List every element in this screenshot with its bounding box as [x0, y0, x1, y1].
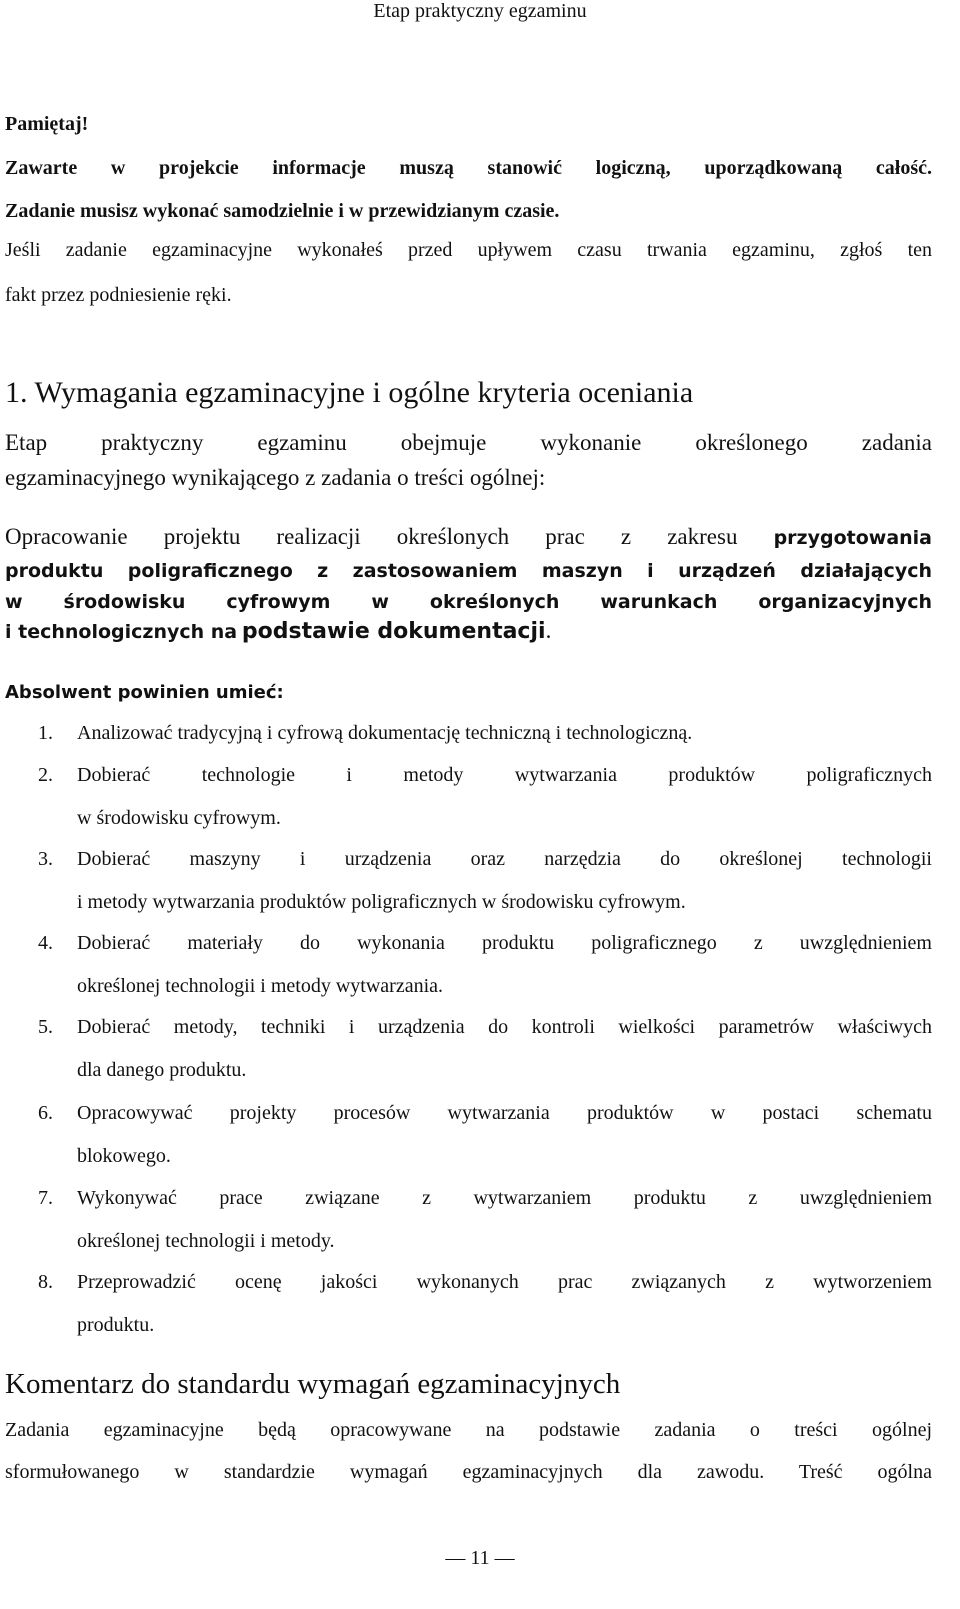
skill-text: Dobierać technologie i metody wytwarzania produktów poligraficznych: [77, 764, 932, 786]
skill-text: Dobierać maszyny i urządzenia oraz narzędzia do określonej technologii: [77, 848, 932, 870]
remember-line-2: Zadanie musisz wykonać samodzielnie i w przewidzianym czasie.: [5, 200, 560, 222]
skill-text-continued: określonej technologii i metody wytwarzania.: [77, 975, 444, 997]
skill-text: Dobierać metody, techniki i urządzenia do kontroli wielkości parametrów właściwych: [77, 1016, 932, 1038]
comment-line-2: sformułowanego w standardzie wymagań egzaminacyjnych dla zawodu. Treść ogólna: [5, 1461, 932, 1483]
section-heading: 1. Wymagania egzaminacyjne i ogólne kryteria oceniania: [5, 376, 694, 409]
skill-text: Opracowywać projekty procesów wytwarzania produktów w postaci schematu: [77, 1102, 932, 1124]
skill-text-continued: określonej technologii i metody.: [77, 1230, 335, 1252]
skill-number: 3.: [38, 848, 53, 870]
skill-number: 8.: [38, 1271, 53, 1293]
remember-line-4: fakt przez podniesienie ręki.: [5, 284, 232, 306]
task-line-4-part-1: i technologicznych na: [5, 621, 238, 643]
skill-text: Przeprowadzić ocenę jakości wykonanych prac związanych z wytworzeniem: [77, 1271, 932, 1293]
comment-line-1: Zadania egzaminacyjne będą opracowywane na podstawie zadania o treści ogólnej: [5, 1419, 932, 1441]
skill-text: Wykonywać prace związane z wytwarzaniem produktu z uwzględnieniem: [77, 1187, 932, 1209]
skill-number: 6.: [38, 1102, 53, 1124]
skill-text-continued: produktu.: [77, 1314, 155, 1336]
skill-text-continued: i metody wytwarzania produktów poligraficznych w środowisku cyfrowym.: [77, 891, 686, 913]
skill-text-continued: w środowisku cyfrowym.: [77, 807, 281, 829]
page-header: Etap praktyczny egzaminu: [373, 0, 587, 22]
remember-line-1: Zawarte w projekcie informacje muszą stanowić logiczną, uporządkowaną całość.: [5, 157, 932, 179]
task-bold-text: przygotowania: [773, 527, 933, 549]
skill-text: Analizować tradycyjną i cyfrową dokumentację techniczną i technologiczną.: [77, 722, 693, 744]
skill-text-continued: dla danego produktu.: [77, 1059, 247, 1081]
skill-number: 7.: [38, 1187, 53, 1209]
task-plain-text: Opracowanie projektu realizacji określonych prac z zakresu: [5, 524, 738, 549]
task-line-1: [5, 523, 932, 552]
skill-number: 2.: [38, 764, 53, 786]
skill-number: 5.: [38, 1016, 53, 1038]
task-line-2: produktu poligraficznego z zastosowaniem maszyn i urządzeń działających: [5, 560, 932, 582]
task-line-4-part-2: podstawie dokumentacji: [241, 619, 546, 644]
task-line-3: w środowisku cyfrowym w określonych warunkach organizacyjnych: [5, 591, 932, 613]
intro-line-1: Etap praktyczny egzaminu obejmuje wykonanie określonego zadania: [5, 430, 932, 455]
task-line-4: [5, 617, 932, 647]
skill-number: 4.: [38, 932, 53, 954]
page-number: — 11 —: [445, 1547, 515, 1569]
task-line-4-period: .: [545, 618, 552, 643]
comment-heading: Komentarz do standardu wymagań egzaminacyjnych: [5, 1368, 621, 1400]
skill-number: 1.: [38, 722, 53, 744]
remember-title: Pamiętaj!: [5, 113, 89, 135]
skill-text: Dobierać materiały do wykonania produktu poligraficznego z uwzględnieniem: [77, 932, 932, 954]
skills-title: Absolwent powinien umieć:: [5, 682, 284, 703]
skill-text-continued: blokowego.: [77, 1145, 171, 1167]
remember-line-3: Jeśli zadanie egzaminacyjne wykonałeś przed upływem czasu trwania egzaminu, zgłoś ten: [5, 239, 932, 261]
intro-line-2: egzaminacyjnego wynikającego z zadania o treści ogólnej:: [5, 465, 546, 490]
